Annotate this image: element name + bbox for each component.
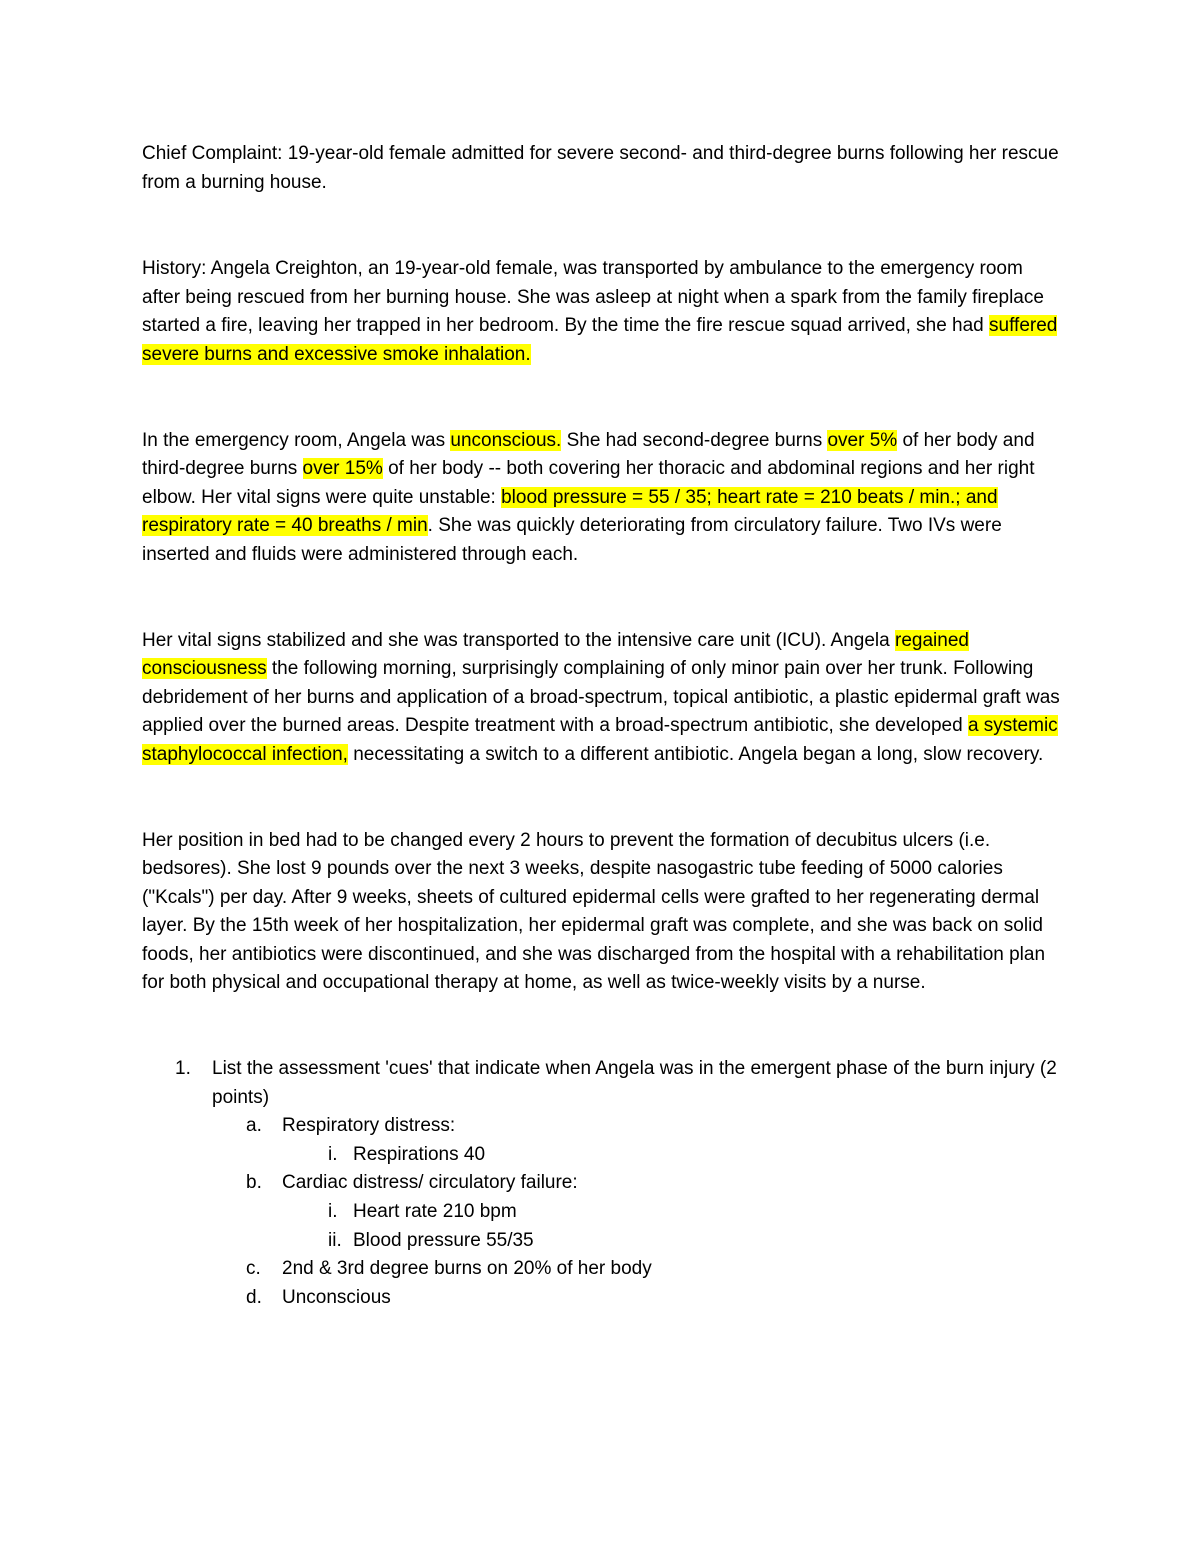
paragraph-spacer [142,770,1062,827]
subitem-marker: i. [328,1143,338,1165]
subitem-text: Blood pressure 55/35 [353,1229,534,1251]
document-body [142,140,1062,1312]
icu-highlight-consciousness: regained consciousness [142,629,969,680]
answer-marker: c. [246,1258,261,1280]
question-number: 1. [175,1058,191,1080]
paragraph-spacer [142,570,1062,627]
answer-item [142,1255,1062,1284]
answer-subitem [142,1198,1062,1227]
subitem-marker: ii. [328,1229,342,1251]
answer-subitem [142,1227,1062,1256]
question-text: List the assessment 'cues' that indicate when Angela was in the emergent phase of the burn injury (2 points) [212,1058,1057,1108]
er-highlight-second-degree: over 5% [827,429,898,451]
er-text-2: She had second-degree burns [561,429,828,451]
answer-text: Cardiac distress/ circulatory failure: [282,1172,578,1194]
recovery-paragraph [142,827,1062,999]
history-text: History: Angela Creighton, an 19-year-old female, was transported by ambulance to the emergency room after being rescued from her burning house. She was asleep at night when a spark from the family fireplace started a fire, leaving her trapped in her bedroom. By the time the fire rescue squad arrived, she had [142,258,1044,337]
paragraph-spacer [142,197,1062,255]
chief-complaint-text: Chief Complaint: 19-year-old female admitted for severe second- and third-degree burns following her rescue from a burning house. [142,143,1059,193]
er-highlight-vitals: blood pressure = 55 / 35; heart rate = 210 beats / min.; and respiratory rate = 40 breaths / min [142,486,998,537]
subitem-text: Respirations 40 [353,1143,486,1165]
er-text-1: In the emergency room, Angela was [142,429,451,451]
er-text-4: of her body -- both covering her thoracic and abdominal regions and her right elbow. Her vital signs were quite unstable: [142,458,1035,508]
emergency-room-paragraph [142,427,1062,570]
icu-text-2: the following morning, surprisingly complaining of only minor pain over her trunk. Following debridement of her burns and application of a broad-spectrum, topical antibiotic, a plastic epidermal graft was applied over the burned areas. Despite treatment with a broad-spectrum antibiotic, she developed [142,658,1060,737]
icu-text-1: Her vital signs stabilized and she was transported to the intensive care unit (ICU). Angela [142,629,895,651]
er-text-3: of her body and third-degree burns [142,429,1035,480]
er-highlight-unconscious: unconscious. [450,429,562,451]
recovery-text: Her position in bed had to be changed every 2 hours to prevent the formation of decubitus ulcers (i.e. bedsores). She lost 9 pounds over the next 3 weeks, despite nasogastric tube feeding of 5000 calories ("Kcals") per day. After 9 weeks, sheets of cultured epidermal cells were grafted to her regenerating dermal layer. By the 15th week of her hospitalization, her epidermal graft was complete, and she was back on solid foods, her antibiotics were discontinued, and she was discharged from the hospital with a rehabilitation plan for both physical and occupational therapy at home, as well as twice-weekly visits by a nurse. [142,829,1046,994]
history-highlight: suffered severe burns and excessive smoke inhalation. [142,315,1058,365]
answer-marker: a. [246,1115,262,1137]
answer-text: Unconscious [282,1286,391,1308]
answer-item [142,1284,1062,1313]
history-paragraph [142,255,1062,369]
er-highlight-third-degree: over 15% [302,458,383,480]
icu-highlight-infection: a systemic staphylococcal infection, [142,715,1058,765]
question-item [142,1055,1062,1112]
answer-item [142,1169,1062,1198]
icu-text-3: necessitating a switch to a different antibiotic. Angela began a long, slow recovery. [347,743,1044,765]
answer-subitem [142,1141,1062,1170]
answer-text: Respiratory distress: [282,1115,456,1137]
icu-paragraph [142,627,1062,770]
subitem-text: Heart rate 210 bpm [353,1201,517,1223]
subitem-marker: i. [328,1201,338,1223]
paragraph-spacer [142,370,1062,427]
answer-marker: b. [246,1172,262,1194]
er-text-5: . She was quickly deteriorating from circulatory failure. Two IVs were inserted and fluids were administered through each. [142,515,1002,565]
paragraph-spacer [142,998,1062,1055]
answer-text: 2nd & 3rd degree burns on 20% of her body [282,1258,652,1280]
chief-complaint-paragraph [142,140,1062,197]
answer-item [142,1112,1062,1141]
answer-marker: d. [246,1286,262,1308]
